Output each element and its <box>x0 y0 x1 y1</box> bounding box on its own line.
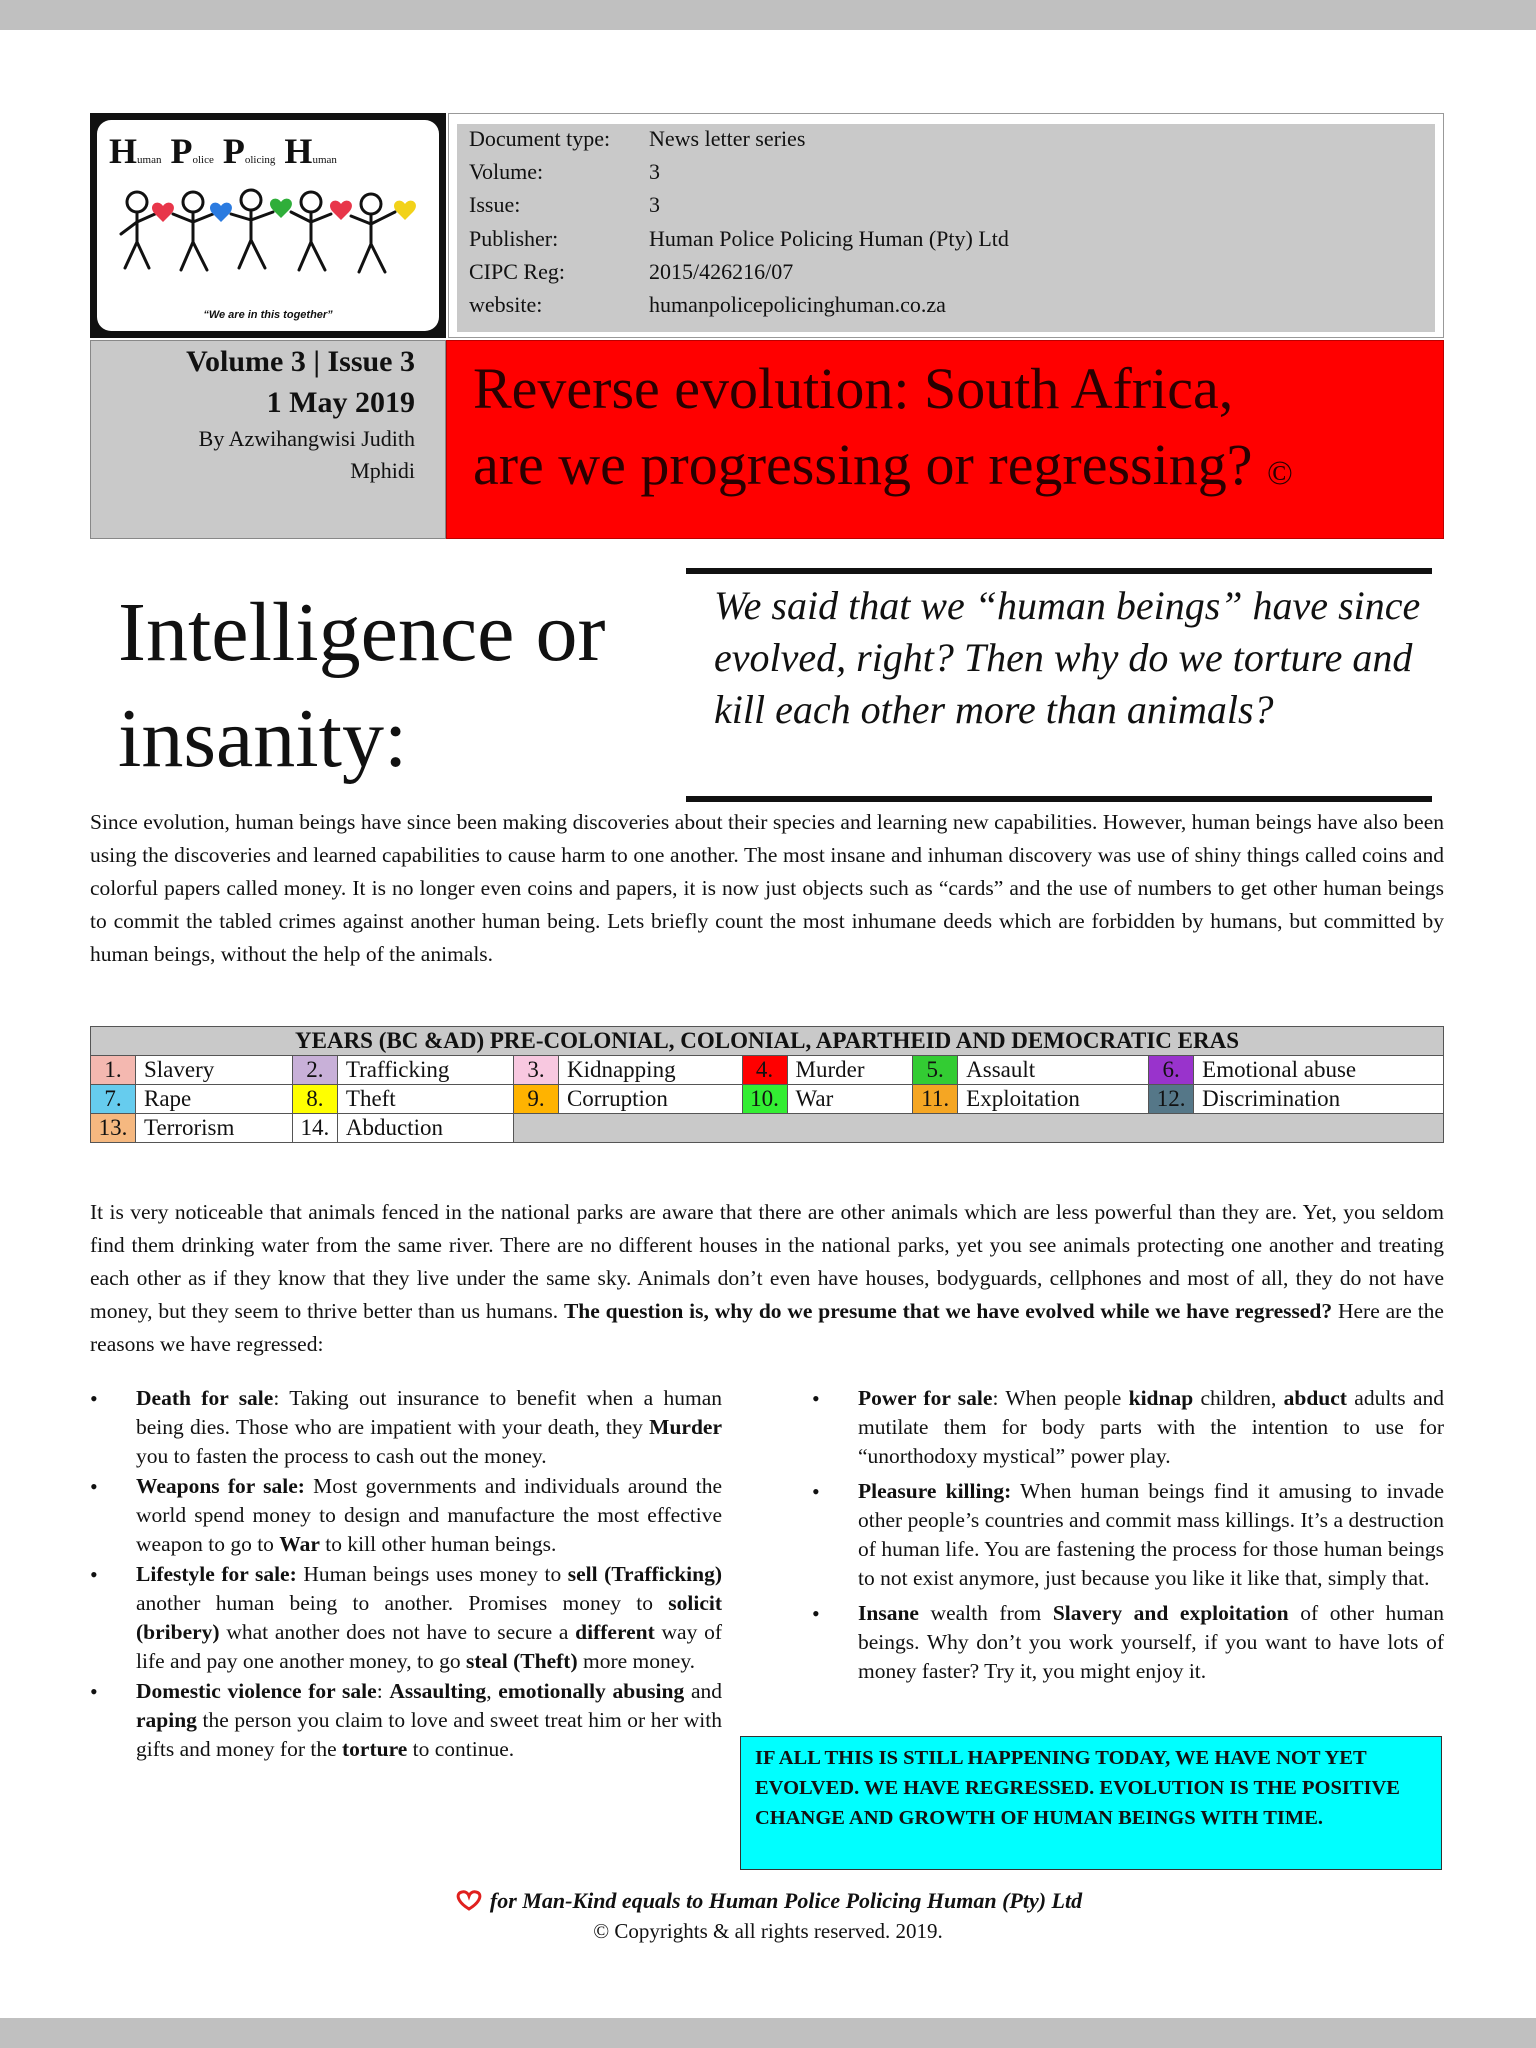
crime-label: Rape <box>136 1085 293 1114</box>
heart-icon <box>454 1889 484 1911</box>
text-run: way of life and pay one another money, to go <box>136 1620 722 1673</box>
table-row <box>91 1114 1444 1143</box>
text-run: the person you claim to love and sweet treat him or her with gifts and money for the <box>136 1708 722 1761</box>
list-item <box>90 1472 722 1559</box>
text-run: wealth from <box>918 1601 1053 1625</box>
copyright-mark: © <box>1267 455 1293 492</box>
bold-text: different <box>575 1620 655 1644</box>
document-meta-panel: Document type: News letter series Volume: 3 Issue: 3 Publisher: Human Police Policing Human (Pty) Ltd CIPC Reg: 2015/426216/07 website: humanpolicepolicinghuman.co.za <box>457 124 1435 332</box>
bold-text: Lifestyle for sale: <box>136 1562 297 1586</box>
title-banner <box>446 340 1444 539</box>
crime-number: 7. <box>91 1085 136 1114</box>
bold-text: Power for sale <box>858 1386 993 1410</box>
crime-number: 3. <box>513 1056 558 1085</box>
intro-paragraph: Since evolution, human beings have since been making discoveries about their species and learning new capabilities. However, human beings have also been using the discoveries and learned capabilities to cause harm to one another. The most insane and inhuman discovery was use of shiny things called coins and colorful papers called money. It is no longer even coins and papers, it is now just objects such as “cards” and the use of numbers to get other human beings to commit the tabled crimes against another human being. Lets briefly count the most inhumane deeds which are forbidden by humans, but committed by human beings, without the help of the animals. <box>90 810 1444 966</box>
text-run: : When people <box>992 1386 1129 1410</box>
crime-label: Assault <box>958 1056 1149 1085</box>
crimes-table <box>90 1026 1444 1143</box>
crime-label: Theft <box>337 1085 513 1114</box>
volume-issue: Volume 3 | Issue 3 <box>186 345 415 378</box>
text-run: of other human beings. Why don’t you work yourself, if you want to have lots of money faster? Try it, you might enjoy it. <box>858 1601 1444 1683</box>
bullets-left-column <box>90 1384 722 1764</box>
bold-text: Insane <box>858 1601 919 1625</box>
bold-text: War <box>279 1532 320 1556</box>
crime-label: Kidnapping <box>558 1056 742 1085</box>
crime-label: Terrorism <box>136 1114 293 1143</box>
author-line-2: Mphidi <box>350 458 415 483</box>
bold-text: The question is, why do we presume that we have evolved while we have regressed? <box>563 1299 1333 1323</box>
crime-number: 5. <box>913 1056 958 1085</box>
list-item <box>90 1384 722 1471</box>
logo-wordmark: Human Police Policing Human <box>109 131 337 171</box>
text-run: more money. <box>577 1649 696 1673</box>
text-run: to continue. <box>407 1737 515 1761</box>
text-run: : Taking out insurance to benefit when a human being dies. Those who are impatient with your death, they <box>136 1386 722 1439</box>
crime-number: 12. <box>1149 1085 1194 1114</box>
table-empty-cell <box>513 1114 1443 1143</box>
bold-text: Assaulting <box>389 1679 487 1703</box>
crime-number: 2. <box>292 1056 337 1085</box>
text-run: and <box>684 1679 723 1703</box>
footer-copyright: © Copyrights & all rights reserved. 2019. <box>593 1919 943 1943</box>
logo <box>97 120 439 331</box>
logo-frame <box>90 113 446 338</box>
bold-text: sell (Trafficking) <box>567 1562 722 1586</box>
stick-figures-illustration <box>115 182 425 282</box>
text-run: When human beings find it amusing to invade other people’s countries and commit mass killings. It’s a destruction of human life. You are fastening the process for those human beings to not exist anymore, just because you like it like that, simply that. <box>858 1479 1444 1590</box>
text-run: , <box>486 1679 499 1703</box>
crime-label: Emotional abuse <box>1194 1056 1444 1085</box>
bold-text: raping <box>136 1708 197 1732</box>
crime-label: Abduction <box>337 1114 513 1143</box>
crime-label: Exploitation <box>958 1085 1149 1114</box>
bottom-border-bar <box>0 2018 1536 2048</box>
section-heading: Intelligence or insanity: <box>118 586 606 785</box>
bold-text: emotionally abusing <box>498 1679 685 1703</box>
document-meta-box <box>448 113 1444 338</box>
table-row <box>91 1056 1444 1085</box>
list-item <box>812 1384 1444 1471</box>
crime-label: Slavery <box>136 1056 293 1085</box>
crime-label: Discrimination <box>1194 1085 1444 1114</box>
text-run: you to fasten the process to cash out the money. <box>136 1444 547 1468</box>
table-row <box>91 1085 1444 1114</box>
crime-number: 9. <box>513 1085 558 1114</box>
crime-number: 11. <box>913 1085 958 1114</box>
pull-quote: We said that we “human beings” have since evolved, right? Then why do we torture and kill each other more than animals? <box>714 583 1421 732</box>
bold-text: abduct <box>1283 1386 1347 1410</box>
bold-text: torture <box>342 1737 408 1761</box>
bold-text: solicit (bribery) <box>136 1591 722 1644</box>
top-border-bar <box>0 0 1536 30</box>
bold-text: Slavery and exploitation <box>1052 1601 1289 1625</box>
list-item <box>90 1560 722 1676</box>
table-header: YEARS (BC &AD) PRE-COLONIAL, COLONIAL, APARTHEID AND DEMOCRATIC ERAS <box>91 1027 1444 1056</box>
crime-number: 10. <box>742 1085 787 1114</box>
bold-text: Death for sale <box>136 1386 274 1410</box>
bold-text: steal (Theft) <box>465 1649 578 1673</box>
crime-number: 1. <box>91 1056 136 1085</box>
crime-label: War <box>787 1085 913 1114</box>
quote-rule-bottom <box>686 796 1432 802</box>
bold-text: Domestic violence for sale <box>136 1679 377 1703</box>
body-paragraph <box>90 1196 1444 1361</box>
crime-label: Murder <box>787 1056 913 1085</box>
text-run: another human being to another. Promises money to <box>136 1591 669 1615</box>
list-item <box>812 1599 1444 1686</box>
bold-text: Murder <box>649 1415 722 1439</box>
footer-tagline: for Man-Kind equals to Human Police Policing Human (Pty) Ltd <box>0 1886 1536 1916</box>
text-run: It is very noticeable that animals fenced in the national parks are aware that there are other animals which are less powerful than they are. Yet, you seldom find them drinking water from the same river. There are no different houses in the national parks, yet you see animals protecting one another and treating each other as if they know that they live under the same sky. Animals don’t even have houses, bodyguards, cellphones and most of all, they do not have money, but they seem to thrive better than us humans. <box>90 1200 1444 1323</box>
quote-rule-top <box>686 568 1432 574</box>
crime-number: 14. <box>292 1114 337 1143</box>
logo-tagline: “We are in this together” <box>203 309 333 321</box>
text-run: : <box>376 1679 390 1703</box>
text-run: Human beings uses money to <box>296 1562 568 1586</box>
text-run: Here are the reasons we have regressed: <box>90 1299 1444 1356</box>
crime-label: Corruption <box>558 1085 742 1114</box>
author-line-1: By Azwihangwisi Judith <box>198 426 415 451</box>
issue-info-box <box>90 340 446 539</box>
bullets-right-column <box>812 1384 1444 1692</box>
text-run: adults and mutilate them for body parts with the intention to use for “unorthodoxy mystical” power play. <box>858 1386 1444 1468</box>
text-run: what another does not have to secure a <box>219 1620 576 1644</box>
list-item <box>812 1477 1444 1593</box>
bold-text: kidnap <box>1128 1386 1194 1410</box>
bold-text: Weapons for sale: <box>136 1474 305 1498</box>
crime-number: 6. <box>1149 1056 1194 1085</box>
text-run: children, <box>1193 1386 1284 1410</box>
text-run: Most governments and individuals around the world spend money to design and manufacture the most effective weapon to go to <box>136 1474 722 1556</box>
newsletter-title: Reverse evolution: South Africa, are we progressing or regressing? © <box>473 356 1293 497</box>
crime-label: Trafficking <box>337 1056 513 1085</box>
bold-text: Pleasure killing: <box>858 1479 1012 1503</box>
crime-number: 13. <box>91 1114 136 1143</box>
crime-number: 4. <box>742 1056 787 1085</box>
text-run: to kill other human beings. <box>319 1532 557 1556</box>
callout-box: IF ALL THIS IS STILL HAPPENING TODAY, WE HAVE NOT YET EVOLVED. WE HAVE REGRESSED. EVOLUTION IS THE POSITIVE CHANGE AND GROWTH OF HUMAN BEINGS WITH TIME. <box>740 1736 1442 1870</box>
crime-number: 8. <box>292 1085 337 1114</box>
issue-date: 1 May 2019 <box>266 386 415 419</box>
list-item <box>90 1677 722 1764</box>
